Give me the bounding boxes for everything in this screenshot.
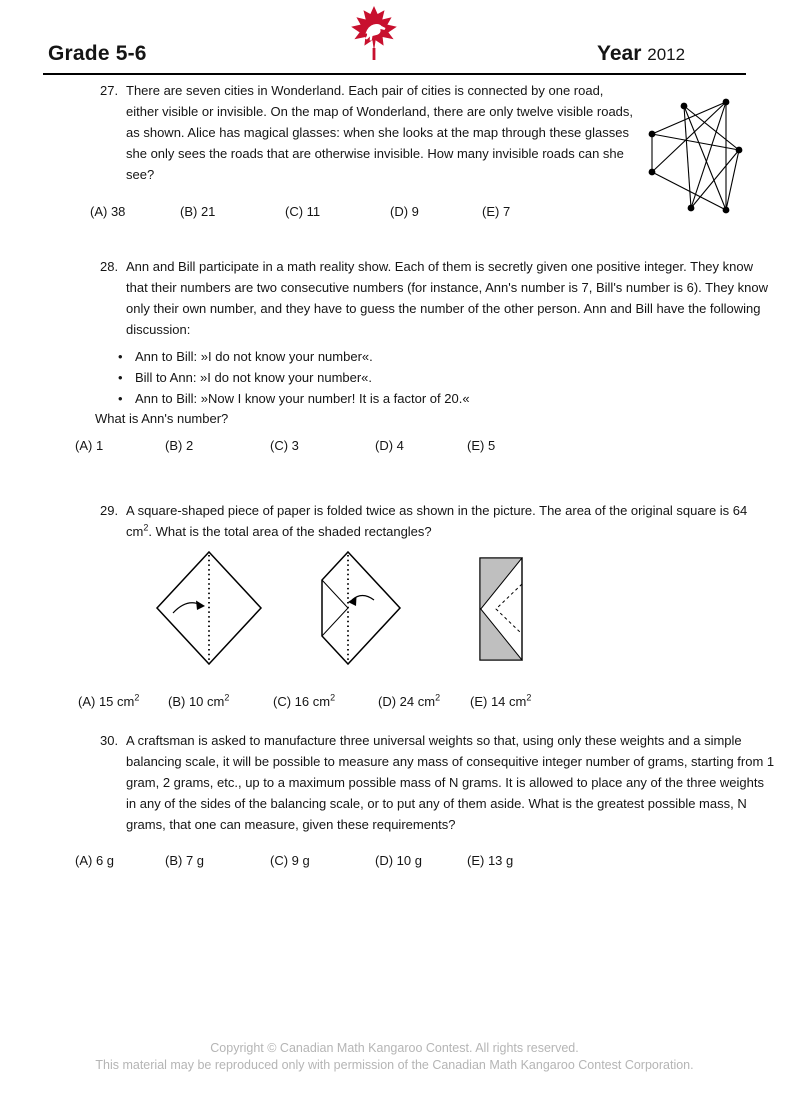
question-number: 29. bbox=[100, 503, 119, 518]
answer-option-b: (B) 7 g bbox=[165, 853, 205, 868]
header-divider bbox=[43, 73, 746, 75]
answer-option-b: (B) 10 $cm^2$ bbox=[168, 692, 230, 709]
answer-option-c: (C) 16 $cm^2$ bbox=[273, 692, 336, 709]
year-label bbox=[597, 42, 685, 66]
fold-step-2-figure bbox=[292, 548, 404, 668]
answer-option-d: (D) 4 bbox=[375, 438, 404, 453]
maple-leaf-kangaroo-logo bbox=[343, 5, 405, 63]
question-28 bbox=[100, 256, 770, 340]
answer-option-e: (E) 13 g bbox=[467, 853, 514, 868]
graph-figure bbox=[646, 98, 746, 216]
grade-label: Grade 5-6 bbox=[48, 42, 147, 65]
answer-option-a: (A) 15 $cm^2$ bbox=[78, 692, 140, 709]
answer-option-d: (D) 9 bbox=[390, 204, 419, 219]
dialogue-line: • Ann to Bill: »Now I know your number! It is a factor of 20.« bbox=[118, 388, 470, 409]
answer-option-a: (A) 1 bbox=[75, 438, 104, 453]
superscript: 2 bbox=[143, 522, 149, 533]
question-text: A square-shaped piece of paper is folded twice as shown in the picture. The area of the original square is 64 cm bbox=[126, 503, 748, 539]
answer-option-a: (A) 38 bbox=[90, 204, 126, 219]
footer-copyright: Copyright © Canadian Math Kangaroo Contest. All rights reserved. bbox=[210, 1041, 579, 1055]
answer-option-c: (C) 11 bbox=[285, 204, 321, 219]
maple-leaf-stem bbox=[373, 48, 376, 60]
question-27 bbox=[100, 80, 746, 220]
footer-permission: This material may be reproduced only with permission of the Canadian Math Kangaroo Contest Corporation. bbox=[95, 1058, 694, 1072]
answer-option-b: (B) 21 bbox=[180, 204, 216, 219]
answer-option-d: (D) 10 g bbox=[375, 853, 422, 868]
answer-option-e: (E) 5 bbox=[467, 438, 496, 453]
answer-option-d: (D) 24 $cm^2$ bbox=[378, 692, 441, 709]
q28-answers bbox=[75, 438, 495, 453]
year-word: Year bbox=[597, 42, 642, 65]
question-number: 30. bbox=[100, 733, 119, 748]
dialogue-line: • Bill to Ann: »I do not know your number«. bbox=[118, 367, 470, 388]
fold-step-3-figure bbox=[478, 554, 524, 664]
question-text: Ann and Bill participate in a math reality show. Each of them is secretly given one positive integer. They know that their numbers are two consecutive numbers (for instance, Ann's number is 7, Bill's number is 6). They know only their own number, and they have to guess the number of the other person. Ann and Bill have the following discussion: bbox=[126, 259, 769, 337]
question-number: 28. bbox=[100, 259, 119, 274]
q29-answers bbox=[78, 694, 531, 709]
question-29 bbox=[100, 500, 766, 542]
question-number: 27. bbox=[100, 83, 119, 98]
q28-dialogue-list bbox=[118, 346, 470, 409]
answer-option-a: (A) 6 g bbox=[75, 853, 115, 868]
answer-option-c: (C) 9 g bbox=[270, 853, 310, 868]
question-30 bbox=[100, 730, 776, 835]
q27-answers bbox=[90, 204, 510, 219]
q30-answers bbox=[75, 853, 513, 868]
question-text: . What is the total area of the shaded rectangles? bbox=[148, 524, 432, 539]
q28-sub-question: What is Ann's number? bbox=[95, 411, 229, 426]
question-text: There are seven cities in Wonderland. Each pair of cities is connected by one road, either visible or invisible. On the map of Wonderland, there are only twelve visible roads, as shown. Alice has magical glasses: when she looks at the map through these glasses she only sees the roads that are otherwise invisible. How many invisible roads can she see? bbox=[126, 83, 634, 182]
answer-option-e: (E) 7 bbox=[482, 204, 511, 219]
fold-step-1-figure bbox=[153, 548, 265, 668]
answer-option-b: (B) 2 bbox=[165, 438, 194, 453]
dialogue-line: • Ann to Bill: »I do not know your number«. bbox=[118, 346, 470, 367]
year-value: 2012 bbox=[647, 45, 686, 64]
answer-option-c: (C) 3 bbox=[270, 438, 299, 453]
question-text: A craftsman is asked to manufacture three universal weights so that, using only these weights and a simple balancing scale, it will be possible to measure any mass of consequitive integer number of grams, starting from 1 gram, 2 grams, etc., up to a maximum possible mass of N grams. It is allowed to place any of the three weights in any of the sides of the balancing scale, or to put any of them aside. What is the greatest possible mass, N grams, that one can measure, given these requirements? bbox=[126, 733, 775, 832]
answer-option-e: (E) 14 $cm^2$ bbox=[470, 692, 532, 709]
graph-edges bbox=[652, 102, 739, 210]
